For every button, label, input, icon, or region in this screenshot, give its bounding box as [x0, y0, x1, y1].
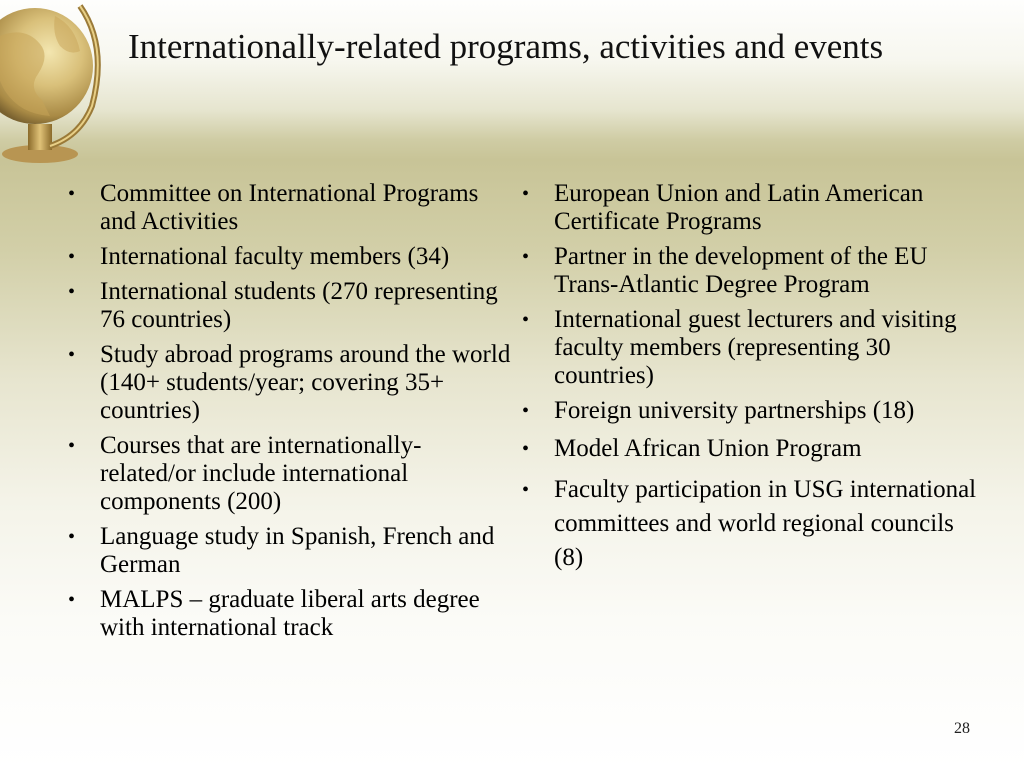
list-item-text: Committee on International Programs and Activities	[100, 180, 479, 235]
list-item	[518, 397, 978, 425]
list-item-text: Language study in Spanish, French and German	[100, 523, 495, 578]
list-item-text: Study abroad programs around the world (140+ students/year; covering 35+ countries)	[100, 341, 511, 424]
bullet-icon: •	[68, 183, 76, 205]
list-item	[518, 306, 978, 390]
list-item-text: Partner in the development of the EU Trans-Atlantic Degree Program	[554, 243, 928, 298]
list-item	[64, 278, 520, 334]
list-item	[64, 180, 520, 236]
page-number: 28	[954, 720, 970, 737]
slide-title: Internationally-related programs, activities and events	[128, 27, 884, 66]
bullet-icon: •	[68, 526, 76, 548]
left-bullet-list	[64, 180, 520, 649]
list-item-text: Faculty participation in USG international committees and world regional councils (8)	[554, 476, 977, 571]
bullet-icon: •	[522, 309, 530, 331]
list-item	[518, 180, 978, 236]
bullet-icon: •	[68, 281, 76, 303]
bullet-icon: •	[522, 246, 530, 268]
list-item-text: European Union and Latin American Certificate Programs	[554, 180, 924, 235]
bullet-icon: •	[522, 438, 530, 460]
list-item-text: International faculty members (34)	[100, 243, 450, 270]
list-item-text: Courses that are internationally- related/or include international components (200)	[100, 432, 422, 515]
list-item	[518, 432, 978, 466]
bullet-icon: •	[522, 183, 530, 205]
list-item-text: International guest lecturers and visiting faculty members (representing 30 countries)	[554, 306, 957, 389]
list-item-text: Model African Union Program	[554, 435, 862, 462]
list-item-text: Foreign university partnerships (18)	[554, 397, 915, 424]
list-item	[518, 473, 978, 575]
bullet-icon: •	[522, 400, 530, 422]
list-item	[518, 243, 978, 299]
list-item	[64, 243, 520, 271]
bullet-icon: •	[68, 246, 76, 268]
globe-icon	[0, 0, 110, 166]
list-item	[64, 341, 520, 425]
list-item	[64, 432, 520, 516]
bullet-icon: •	[68, 344, 76, 366]
list-item	[64, 586, 520, 642]
list-item-text: International students (270 representing 76 countries)	[100, 278, 498, 333]
right-bullet-list	[518, 180, 978, 582]
list-item-text: MALPS – graduate liberal arts degree with international track	[100, 586, 480, 641]
list-item	[64, 523, 520, 579]
bullet-icon: •	[522, 479, 530, 501]
bullet-icon: •	[68, 589, 76, 611]
bullet-icon: •	[68, 435, 76, 457]
